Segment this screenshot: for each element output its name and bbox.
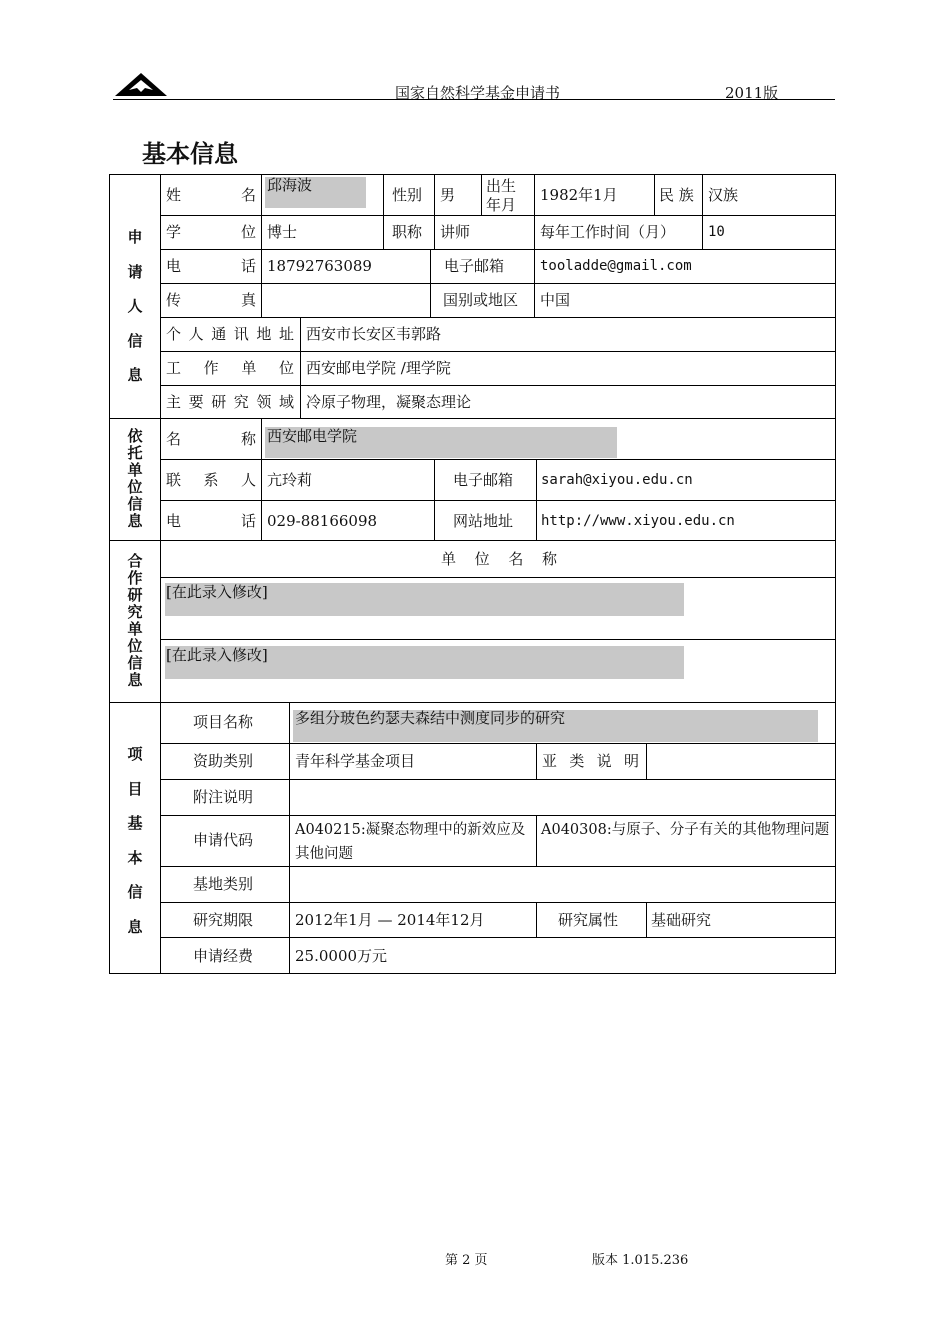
fax-field[interactable] [267,290,427,310]
ethnic-field[interactable]: 汉族 [708,186,739,204]
address-label: 个 人 通 讯 地 址 [166,325,294,343]
base-label: 基地类别 [193,875,254,893]
page-number: 第 2 页 [445,1253,488,1268]
ethnic-label: 民 族 [659,186,694,204]
note-label: 附注说明 [193,788,254,806]
partner-entry-1[interactable]: [在此录入修改] [166,583,268,601]
page-title: 基本信息 [142,140,238,168]
worktime-label: 每年工作时间（月） [540,223,676,241]
version-label: 版本 1.015.236 [592,1253,689,1268]
host-name-field[interactable]: 西安邮电学院 [267,427,358,445]
attr-field[interactable]: 基础研究 [651,911,712,929]
worktime-field[interactable]: 10 [708,224,725,240]
web-label: 网站地址 [453,512,514,530]
degree-label: 学 位 [166,223,256,241]
host-email-field[interactable]: sarah@xiyou.edu.cn [541,472,693,488]
subtype-field[interactable] [652,751,830,771]
project-name-field[interactable]: 多组分玻色约瑟夫森结中测度同步的研究 [295,709,566,727]
org-field[interactable]: 西安邮电学院 /理学院 [306,359,451,377]
code-1-field[interactable]: A040215:凝聚态物理中的新效应及其他问题 [295,822,526,862]
note-field[interactable] [295,787,825,807]
email-field[interactable]: tooladde@gmail.com [540,258,692,274]
funding-field[interactable]: 青年科学基金项目 [295,752,416,770]
gender-label: 性别 [392,186,423,204]
nsfc-logo-icon [113,70,169,98]
address-field[interactable]: 西安市长安区韦郭路 [306,325,442,343]
country-field[interactable]: 中国 [540,291,571,309]
budget-field[interactable]: 25.0000万元 [295,947,388,965]
contact-field[interactable]: 亢玲莉 [267,471,313,489]
phone-label: 电 话 [166,257,256,275]
code-label: 申请代码 [193,831,254,849]
partner-section-label: 合 作 研 究 单 位 信 息 [127,552,143,689]
period-label: 研究期限 [193,911,254,929]
name-field[interactable]: 邱海波 [267,176,313,194]
email-label: 电子邮箱 [444,257,505,275]
base-field[interactable] [295,874,825,894]
partner-entry-2[interactable]: [在此录入修改] [166,646,268,664]
header-title: 国家自然科学基金申请书 [395,84,561,102]
subtype-label: 亚 类 说 明 [542,752,639,770]
contact-label: 联 系 人 [166,471,256,489]
budget-label: 申请经费 [193,947,254,965]
field-label: 主 要 研 究 领 域 [166,393,294,411]
unit-name-header: 单 位 名 称 [441,550,557,568]
country-label: 国别或地区 [443,291,519,309]
fax-label: 传 真 [166,291,256,309]
code-2-field[interactable]: A040308:与原子、分子有关的其他物理问题 [541,822,830,838]
header-year: 2011版 [725,84,779,102]
title-field[interactable]: 讲师 [440,223,471,241]
period-field[interactable]: 2012年1月 — 2014年12月 [295,911,485,929]
funding-label: 资助类别 [193,752,254,770]
name-label: 姓 名 [166,186,256,204]
applicant-section-label: 申 请 人 信 息 [127,228,143,384]
host-phone-label: 电 话 [166,512,256,530]
phone-field[interactable]: 18792763089 [267,257,372,275]
project-section-label: 项 目 基 本 信 息 [127,745,143,936]
host-phone-field[interactable]: 029-88166098 [267,512,378,530]
degree-field[interactable]: 博士 [267,223,298,241]
gender-field[interactable]: 男 [440,186,456,204]
attr-label: 研究属性 [558,911,619,929]
project-name-label: 项目名称 [193,713,254,731]
title-label: 职称 [392,223,423,241]
field-field[interactable]: 冷原子物理，凝聚态理论 [306,393,472,411]
host-section-label: 依 托 单 位 信 息 [127,427,143,530]
birth-field[interactable]: 1982年1月 [540,186,618,204]
birth-label: 出生年月 [486,177,517,213]
org-label: 工 作 单 位 [166,359,294,377]
header-rule [113,99,835,100]
host-name-label: 名 称 [166,430,256,448]
host-email-label: 电子邮箱 [453,471,514,489]
web-field[interactable]: http://www.xiyou.edu.cn [541,513,735,529]
